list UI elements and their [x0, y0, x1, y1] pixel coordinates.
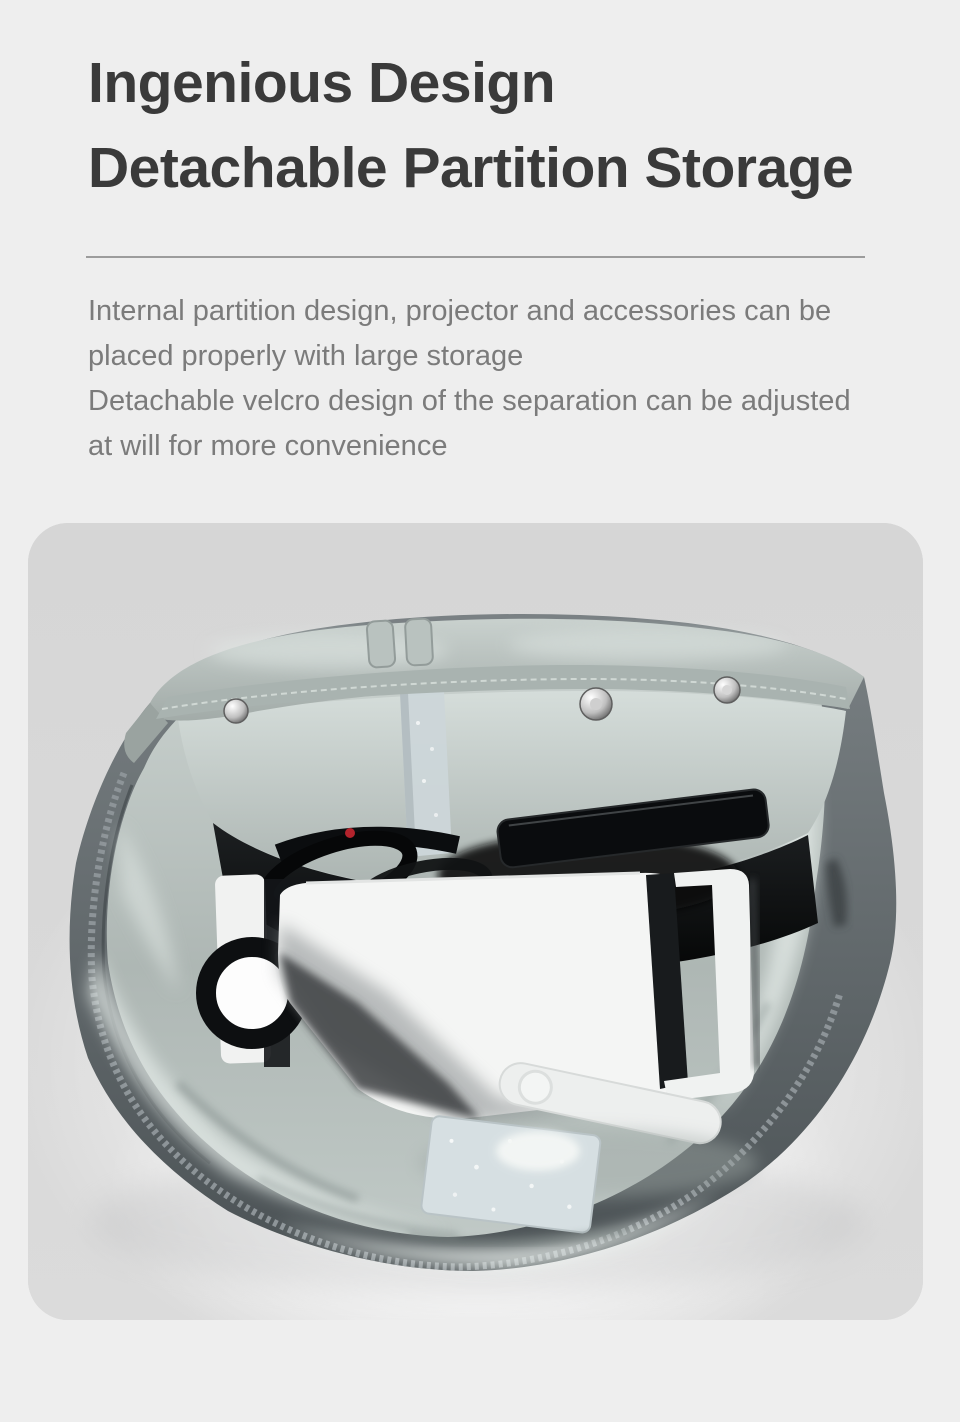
storage-bag-photo	[28, 523, 923, 1320]
description-line: Detachable velcro design of the separation can be adjusted	[88, 385, 851, 417]
product-photo-panel	[28, 523, 923, 1320]
page-title	[88, 41, 853, 211]
divider-line	[86, 256, 865, 258]
snap-button	[224, 699, 248, 723]
velcro-pad	[421, 1115, 602, 1233]
description-line: Internal partition design, projector and accessories can be	[88, 295, 832, 327]
red-accent	[345, 828, 355, 838]
description-line: placed properly with large storage	[88, 340, 524, 372]
title-line-1: Ingenious Design	[88, 51, 556, 115]
feature-description	[88, 289, 851, 469]
title-line-2: Detachable Partition Storage	[88, 136, 854, 200]
velcro-strap	[421, 1115, 602, 1233]
description-line: at will for more convenience	[88, 430, 448, 462]
